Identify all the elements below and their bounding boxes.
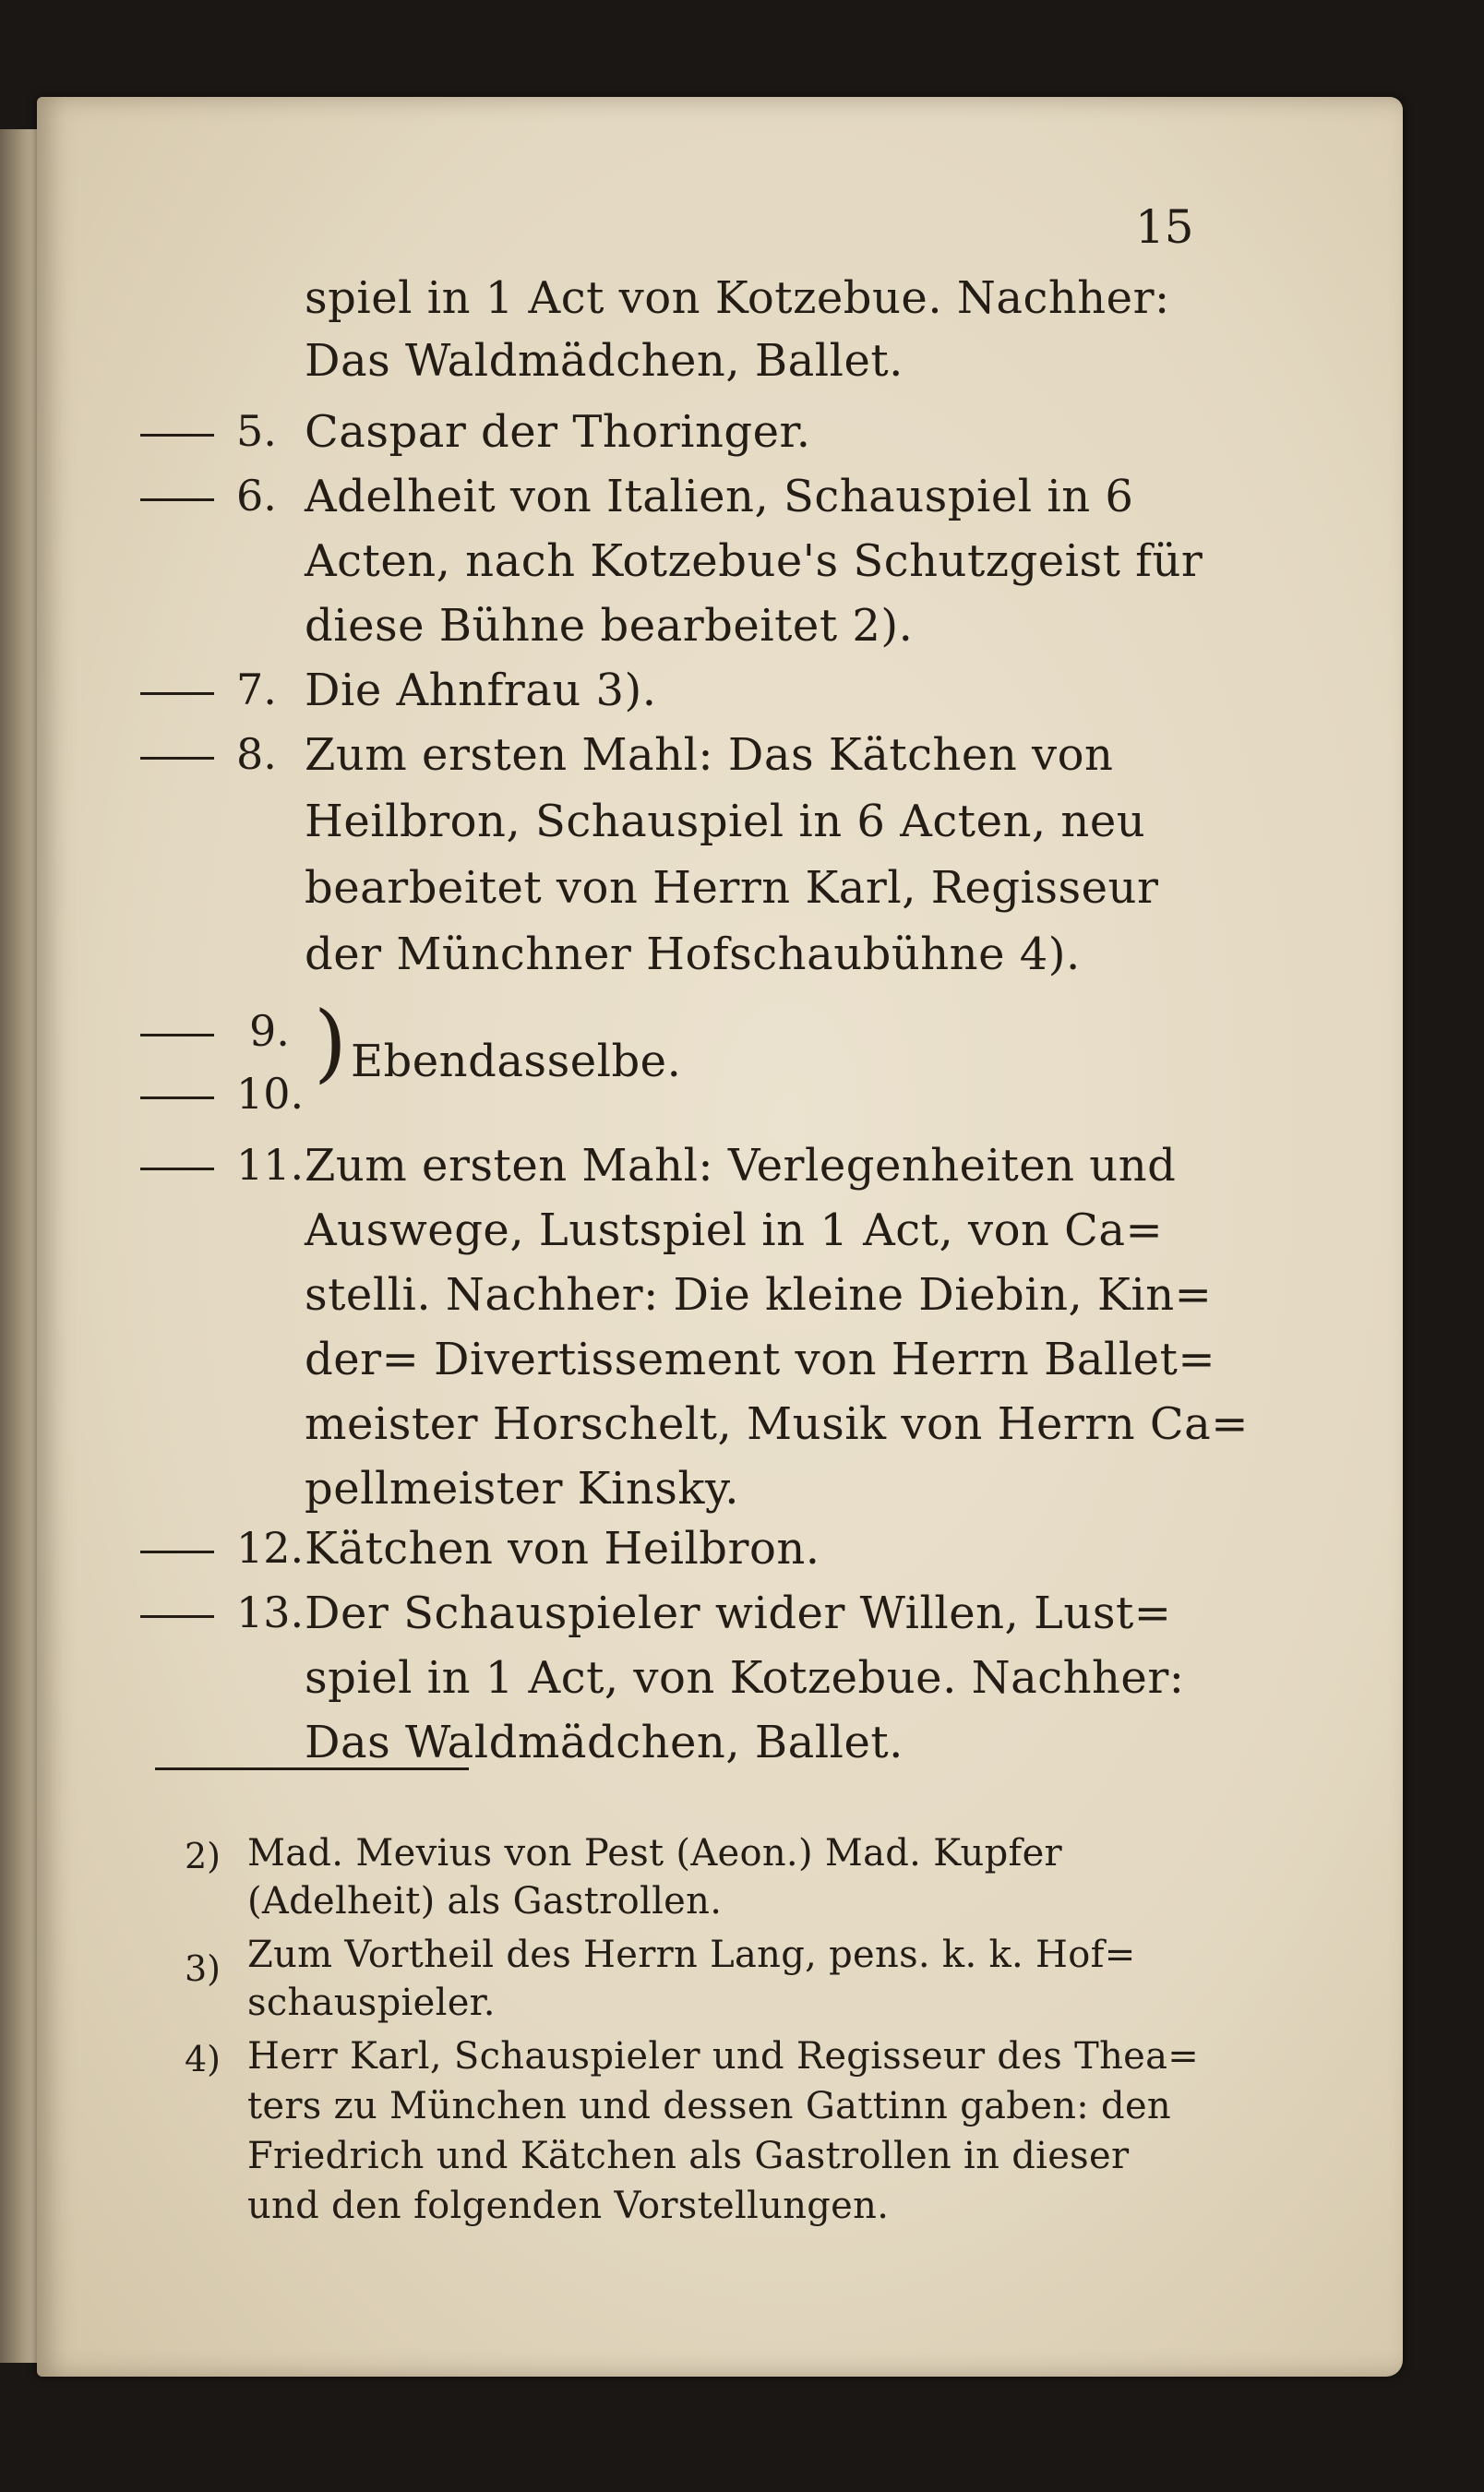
ebendasselbe-text: Ebendasselbe. bbox=[351, 1036, 682, 1087]
entry-dash bbox=[140, 434, 214, 437]
footnote-separator bbox=[155, 1767, 469, 1770]
entry-dash bbox=[140, 1096, 214, 1099]
footnote-marker: 4) bbox=[185, 2039, 221, 2079]
entry-dash bbox=[140, 1551, 214, 1553]
footnote-line: Zum Vortheil des Herrn Lang, pens. k. k. Hof= bbox=[247, 1934, 1136, 1976]
entry-dash bbox=[140, 692, 214, 695]
entry-line: spiel in 1 Act von Kotzebue. Nachher: bbox=[305, 272, 1170, 324]
entry-line: Zum ersten Mahl: Das Kätchen von bbox=[305, 729, 1114, 781]
entry-line: meister Horschelt, Musik von Herrn Ca= bbox=[305, 1398, 1249, 1450]
entry-number: 6. bbox=[236, 471, 277, 521]
footnote-line: schauspieler. bbox=[247, 1982, 496, 2024]
entry-line: diese Bühne bearbeitet 2). bbox=[305, 600, 914, 652]
entry-line: Das Waldmädchen, Ballet. bbox=[305, 335, 904, 387]
footnote-line: (Adelheit) als Gastrollen. bbox=[247, 1880, 723, 1923]
footnote-marker: 2) bbox=[185, 1836, 221, 1876]
entry-dash bbox=[140, 1615, 214, 1618]
entry-line: Acten, nach Kotzebue's Schutzgeist für bbox=[305, 535, 1203, 587]
entry-line: Auswege, Lustspiel in 1 Act, von Ca= bbox=[305, 1204, 1164, 1256]
entry-number: 13. bbox=[236, 1587, 305, 1637]
book-page bbox=[37, 97, 1403, 2377]
footnote-line: Mad. Mevius von Pest (Aeon.) Mad. Kupfer bbox=[247, 1832, 1062, 1875]
entry-number: 9. bbox=[249, 1006, 290, 1056]
entry-number: 11. bbox=[236, 1140, 305, 1190]
entry-line: bearbeitet von Herrn Karl, Regisseur bbox=[305, 862, 1159, 914]
entry-line: Der Schauspieler wider Willen, Lust= bbox=[305, 1587, 1172, 1639]
footnote-line: ters zu München und dessen Gattinn gaben: den bbox=[247, 2085, 1171, 2127]
entry-number: 5. bbox=[236, 406, 277, 456]
bracket: ) bbox=[314, 993, 347, 1092]
entry-dash bbox=[140, 757, 214, 760]
footnote-line: Herr Karl, Schauspieler und Regisseur des Thea= bbox=[247, 2035, 1200, 2078]
entry-dash bbox=[140, 1034, 214, 1036]
entry-line: Heilbron, Schauspiel in 6 Acten, neu bbox=[305, 796, 1146, 847]
entry-line: Kätchen von Heilbron. bbox=[305, 1523, 820, 1575]
entry-line: stelli. Nachher: Die kleine Diebin, Kin= bbox=[305, 1269, 1213, 1321]
entry-line: spiel in 1 Act, von Kotzebue. Nachher: bbox=[305, 1652, 1185, 1704]
entry-number: 10. bbox=[236, 1069, 305, 1119]
footnote-marker: 3) bbox=[185, 1948, 221, 1989]
entry-line: der Münchner Hofschaubühne 4). bbox=[305, 929, 1081, 980]
entry-line: Die Ahnfrau 3). bbox=[305, 665, 657, 716]
entry-line: der= Divertissement von Herrn Ballet= bbox=[305, 1334, 1216, 1385]
entry-line: Adelheit von Italien, Schauspiel in 6 bbox=[305, 471, 1134, 522]
page-number: 15 bbox=[1135, 200, 1194, 254]
entry-line: Zum ersten Mahl: Verlegenheiten und bbox=[305, 1140, 1177, 1192]
entry-dash bbox=[140, 1168, 214, 1170]
footnote-line: und den folgenden Vorstellungen. bbox=[247, 2185, 890, 2227]
entry-line: Das Waldmädchen, Ballet. bbox=[305, 1717, 904, 1768]
entry-number: 8. bbox=[236, 729, 277, 779]
entry-line: Caspar der Thoringer. bbox=[305, 406, 811, 458]
entry-number: 7. bbox=[236, 665, 277, 714]
entry-dash bbox=[140, 498, 214, 501]
entry-line: pellmeister Kinsky. bbox=[305, 1463, 739, 1515]
entry-number: 12. bbox=[236, 1523, 305, 1573]
footnote-line: Friedrich und Kätchen als Gastrollen in dieser bbox=[247, 2135, 1130, 2177]
